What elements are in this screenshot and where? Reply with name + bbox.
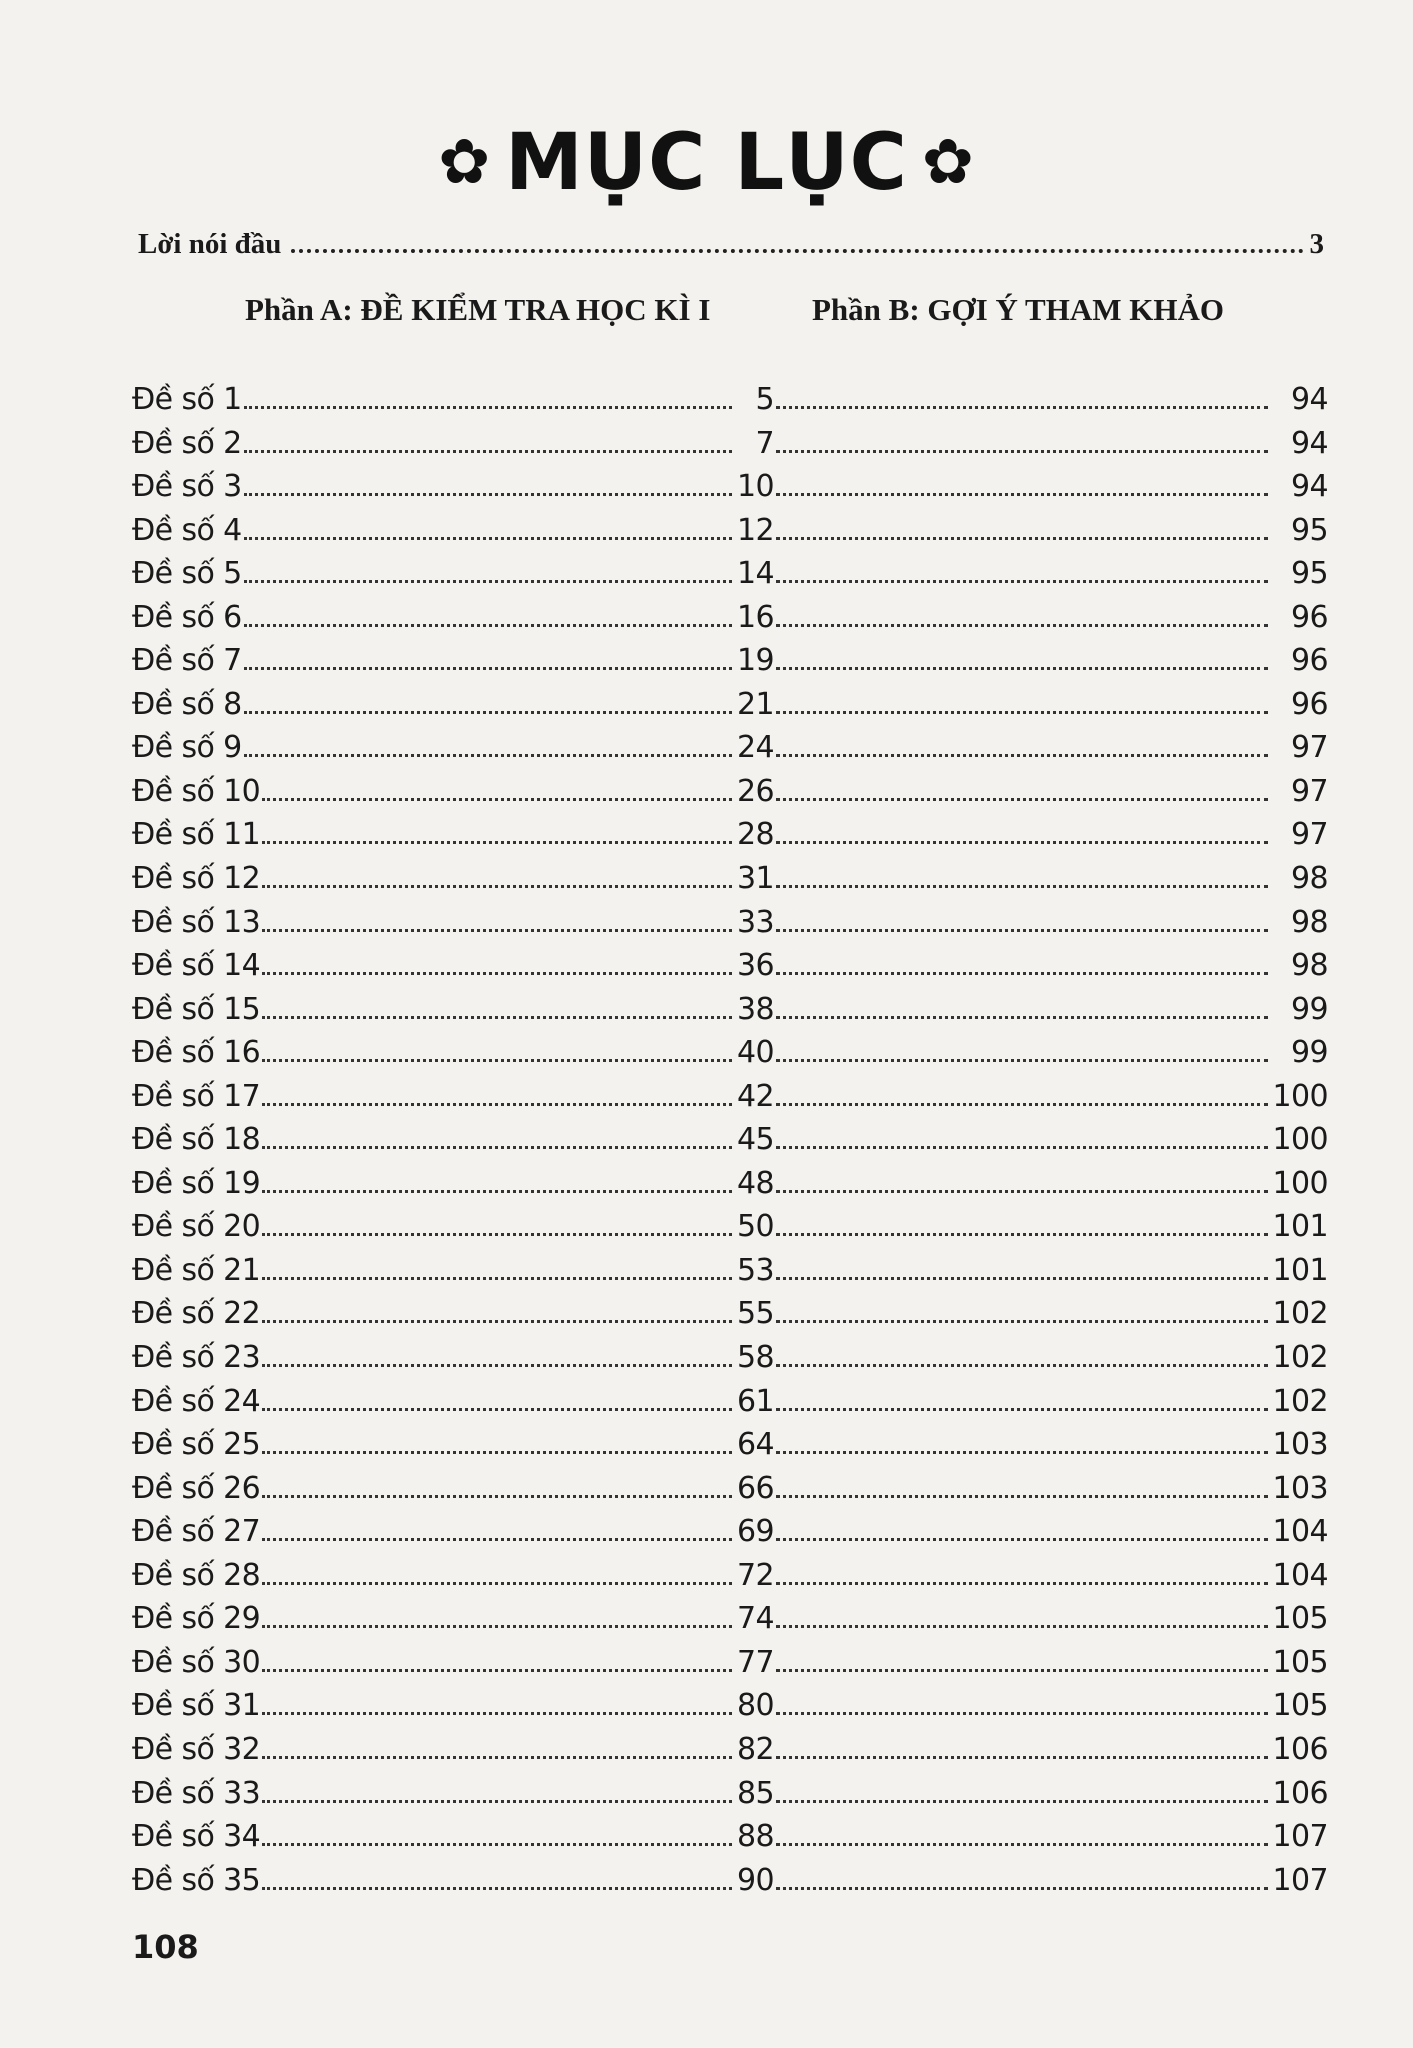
dot-leader <box>244 406 732 409</box>
toc-page-part-b: 98 <box>1291 904 1328 940</box>
toc-page-part-b: 106 <box>1272 1775 1328 1811</box>
flower-icon-right: ✿ <box>921 125 975 199</box>
toc-page-part-a: 12 <box>737 512 774 548</box>
toc-page-part-b: 95 <box>1291 512 1328 548</box>
toc-page-part-a: 21 <box>737 686 774 722</box>
toc-page-part-a: 38 <box>737 991 774 1027</box>
toc-label: Đề số 4 <box>132 512 242 548</box>
toc-page-part-a: 14 <box>737 556 774 592</box>
toc-row <box>132 639 1328 683</box>
toc-page-part-a: 40 <box>737 1035 774 1071</box>
toc-label: Đề số 24 <box>132 1383 261 1419</box>
title-text: MỤC LỤC <box>505 118 908 208</box>
toc-page-part-b: 97 <box>1291 773 1328 809</box>
toc-page-part-b: 94 <box>1291 382 1328 417</box>
toc-page-part-a: 82 <box>737 1731 774 1767</box>
toc-label: Đề số 6 <box>132 599 242 635</box>
footer-page-number: 108 <box>132 1928 199 1966</box>
dot-leader <box>262 1059 732 1062</box>
toc-row <box>132 1031 1328 1075</box>
dot-leader <box>262 1582 732 1585</box>
dot-leader <box>244 450 732 453</box>
toc-label: Đề số 13 <box>132 904 261 940</box>
dot-leader <box>262 1016 732 1019</box>
toc-row <box>132 1380 1328 1424</box>
toc-page-part-b: 105 <box>1272 1688 1328 1724</box>
dot-leader <box>262 1800 732 1803</box>
toc-page-part-b: 100 <box>1272 1165 1328 1201</box>
toc-list <box>132 378 1328 1902</box>
toc-page-part-a: 58 <box>737 1340 774 1376</box>
toc-page-part-b: 101 <box>1272 1252 1328 1288</box>
toc-page-part-b: 106 <box>1272 1731 1328 1767</box>
toc-page-part-b: 99 <box>1291 991 1328 1027</box>
toc-row <box>132 1075 1328 1119</box>
toc-page-part-a: 10 <box>737 469 774 505</box>
toc-label: Đề số 10 <box>132 773 261 809</box>
toc-label: Đề số 27 <box>132 1514 261 1550</box>
toc-page-part-b: 99 <box>1291 1035 1328 1071</box>
dot-leader <box>262 1843 732 1846</box>
dot-leader <box>776 1538 1268 1541</box>
toc-page-part-a: 48 <box>737 1165 774 1201</box>
dot-leader <box>776 1887 1268 1890</box>
dot-leader <box>776 667 1268 670</box>
toc-label: Đề số 18 <box>132 1122 261 1158</box>
dot-leader <box>244 667 732 670</box>
toc-page-part-a: 69 <box>737 1514 774 1550</box>
dot-leader <box>244 580 732 583</box>
dot-leader <box>776 493 1268 496</box>
toc-page-part-b: 97 <box>1291 817 1328 853</box>
section-heading-part-b: Phần B: GỢI Ý THAM KHẢO <box>812 292 1224 327</box>
dot-leader <box>776 798 1268 801</box>
toc-row <box>132 1510 1328 1554</box>
dot-leader <box>776 929 1268 932</box>
dot-leader <box>776 450 1268 453</box>
toc-label: Đề số 1 <box>132 382 242 417</box>
dot-leader <box>776 406 1268 409</box>
preface-entry <box>138 228 1324 261</box>
toc-label: Đề số 11 <box>132 817 261 853</box>
dot-leader <box>776 1800 1268 1803</box>
toc-page-part-a: 72 <box>737 1557 774 1593</box>
dot-leader <box>776 1103 1268 1106</box>
toc-row <box>132 1467 1328 1511</box>
dot-leader <box>262 841 732 844</box>
dot-leader <box>262 1756 732 1759</box>
toc-page-part-b: 102 <box>1272 1340 1328 1376</box>
dot-leader <box>291 249 1303 253</box>
toc-label: Đề số 9 <box>132 730 242 766</box>
toc-page-part-b: 98 <box>1291 861 1328 897</box>
toc-page-part-b: 105 <box>1272 1644 1328 1680</box>
section-heading-part-a: Phần A: ĐỀ KIỂM TRA HỌC KÌ I <box>245 292 711 327</box>
dot-leader <box>262 798 732 801</box>
toc-row <box>132 1554 1328 1598</box>
toc-row <box>132 1597 1328 1641</box>
dot-leader <box>262 1669 732 1672</box>
toc-row <box>132 509 1328 553</box>
dot-leader <box>776 1843 1268 1846</box>
toc-row <box>132 1423 1328 1467</box>
toc-label: Đề số 29 <box>132 1601 261 1637</box>
toc-row <box>132 1249 1328 1293</box>
toc-page-part-a: 45 <box>737 1122 774 1158</box>
dot-leader <box>776 624 1268 627</box>
dot-leader <box>262 972 732 975</box>
toc-page-part-a: 64 <box>737 1427 774 1463</box>
dot-leader <box>776 1320 1268 1323</box>
toc-row <box>132 988 1328 1032</box>
toc-page-part-b: 104 <box>1272 1557 1328 1593</box>
dot-leader <box>262 1233 732 1236</box>
toc-page-part-a: 55 <box>737 1296 774 1332</box>
toc-page-part-b: 107 <box>1272 1819 1328 1855</box>
toc-label: Đề số 3 <box>132 469 242 505</box>
toc-label: Đề số 12 <box>132 861 261 897</box>
toc-row <box>132 378 1328 422</box>
toc-row <box>132 1684 1328 1728</box>
toc-row <box>132 944 1328 988</box>
toc-page-part-a: 7 <box>755 425 774 461</box>
toc-page-part-a: 77 <box>737 1644 774 1680</box>
toc-page-part-b: 100 <box>1272 1122 1328 1158</box>
dot-leader <box>244 537 732 540</box>
toc-page-part-b: 104 <box>1272 1514 1328 1550</box>
toc-label: Đề số 17 <box>132 1078 261 1114</box>
toc-label: Đề số 25 <box>132 1427 261 1463</box>
toc-label: Đề số 23 <box>132 1340 261 1376</box>
dot-leader <box>262 1103 732 1106</box>
dot-leader <box>244 754 732 757</box>
toc-page-part-b: 102 <box>1272 1296 1328 1332</box>
toc-page-part-a: 16 <box>737 599 774 635</box>
dot-leader <box>262 1408 732 1411</box>
toc-row <box>132 465 1328 509</box>
toc-page-part-a: 50 <box>737 1209 774 1245</box>
toc-row <box>132 770 1328 814</box>
toc-page-part-b: 105 <box>1272 1601 1328 1637</box>
toc-page-part-a: 28 <box>737 817 774 853</box>
dot-leader <box>776 1146 1268 1149</box>
toc-row <box>132 726 1328 770</box>
toc-label: Đề số 22 <box>132 1296 261 1332</box>
dot-leader <box>262 1712 732 1715</box>
dot-leader <box>262 1277 732 1280</box>
toc-page-part-a: 53 <box>737 1252 774 1288</box>
toc-page-part-b: 103 <box>1272 1470 1328 1506</box>
toc-page-part-b: 96 <box>1291 686 1328 722</box>
toc-page-part-b: 97 <box>1291 730 1328 766</box>
dot-leader <box>244 493 732 496</box>
toc-page-part-a: 5 <box>755 382 774 417</box>
toc-page-part-a: 85 <box>737 1775 774 1811</box>
toc-page-part-a: 88 <box>737 1819 774 1855</box>
toc-row <box>132 857 1328 901</box>
dot-leader <box>776 1582 1268 1585</box>
toc-label: Đề số 21 <box>132 1252 261 1288</box>
toc-label: Đề số 28 <box>132 1557 261 1593</box>
toc-label: Đề số 26 <box>132 1470 261 1506</box>
flower-icon-left: ✿ <box>438 125 492 199</box>
dot-leader <box>776 1233 1268 1236</box>
toc-row <box>132 1815 1328 1859</box>
toc-label: Đề số 30 <box>132 1644 261 1680</box>
dot-leader <box>776 1451 1268 1454</box>
dot-leader <box>262 1538 732 1541</box>
dot-leader <box>776 1669 1268 1672</box>
dot-leader <box>244 711 732 714</box>
dot-leader <box>776 972 1268 975</box>
dot-leader <box>776 711 1268 714</box>
toc-page-part-a: 19 <box>737 643 774 679</box>
dot-leader <box>776 1364 1268 1367</box>
toc-page-part-b: 95 <box>1291 556 1328 592</box>
toc-row <box>132 1728 1328 1772</box>
toc-page-part-a: 36 <box>737 948 774 984</box>
dot-leader <box>776 841 1268 844</box>
toc-page-part-b: 107 <box>1272 1862 1328 1898</box>
dot-leader <box>244 624 732 627</box>
dot-leader <box>776 754 1268 757</box>
dot-leader <box>776 1495 1268 1498</box>
dot-leader <box>776 1712 1268 1715</box>
toc-page-part-b: 94 <box>1291 469 1328 505</box>
toc-page-part-a: 90 <box>737 1862 774 1898</box>
toc-label: Đề số 15 <box>132 991 261 1027</box>
dot-leader <box>776 1190 1268 1193</box>
dot-leader <box>776 1277 1268 1280</box>
toc-label: Đề số 5 <box>132 556 242 592</box>
toc-page-part-a: 33 <box>737 904 774 940</box>
toc-page-part-a: 80 <box>737 1688 774 1724</box>
dot-leader <box>262 885 732 888</box>
toc-page-part-a: 24 <box>737 730 774 766</box>
dot-leader <box>776 885 1268 888</box>
dot-leader <box>262 929 732 932</box>
toc-label: Đề số 19 <box>132 1165 261 1201</box>
toc-page-part-b: 98 <box>1291 948 1328 984</box>
dot-leader <box>776 537 1268 540</box>
dot-leader <box>262 1320 732 1323</box>
preface-page: 3 <box>1309 228 1324 260</box>
toc-row <box>132 813 1328 857</box>
dot-leader <box>262 1364 732 1367</box>
toc-page-part-a: 26 <box>737 773 774 809</box>
toc-page-part-b: 103 <box>1272 1427 1328 1463</box>
dot-leader <box>262 1190 732 1193</box>
toc-row <box>132 422 1328 466</box>
toc-label: Đề số 34 <box>132 1819 261 1855</box>
toc-page-part-b: 96 <box>1291 643 1328 679</box>
dot-leader <box>262 1625 732 1628</box>
toc-page-part-a: 66 <box>737 1470 774 1506</box>
toc-page-part-a: 74 <box>737 1601 774 1637</box>
dot-leader <box>262 1146 732 1149</box>
toc-page-part-b: 100 <box>1272 1078 1328 1114</box>
toc-label: Đề số 31 <box>132 1688 261 1724</box>
dot-leader <box>776 1016 1268 1019</box>
dot-leader <box>776 1408 1268 1411</box>
toc-label: Đề số 32 <box>132 1731 261 1767</box>
toc-row <box>132 596 1328 640</box>
toc-page-part-b: 94 <box>1291 425 1328 461</box>
toc-label: Đề số 2 <box>132 425 242 461</box>
dot-leader <box>262 1887 732 1890</box>
toc-page-part-a: 42 <box>737 1078 774 1114</box>
toc-label: Đề số 16 <box>132 1035 261 1071</box>
toc-row <box>132 901 1328 945</box>
toc-row <box>132 1772 1328 1816</box>
toc-row <box>132 552 1328 596</box>
toc-page-part-a: 31 <box>737 861 774 897</box>
toc-row <box>132 1118 1328 1162</box>
toc-row <box>132 1641 1328 1685</box>
toc-label: Đề số 8 <box>132 686 242 722</box>
dot-leader <box>776 580 1268 583</box>
dot-leader <box>776 1059 1268 1062</box>
toc-page-part-a: 61 <box>737 1383 774 1419</box>
toc-label: Đề số 20 <box>132 1209 261 1245</box>
toc-page-part-b: 102 <box>1272 1383 1328 1419</box>
toc-label: Đề số 35 <box>132 1862 261 1898</box>
page-title <box>0 118 1413 208</box>
toc-row <box>132 1292 1328 1336</box>
toc-row <box>132 1336 1328 1380</box>
toc-row <box>132 1859 1328 1903</box>
preface-label: Lời nói đầu <box>138 228 282 260</box>
toc-label: Đề số 7 <box>132 643 242 679</box>
dot-leader <box>776 1756 1268 1759</box>
toc-page-part-b: 96 <box>1291 599 1328 635</box>
toc-label: Đề số 33 <box>132 1775 261 1811</box>
toc-page-part-b: 101 <box>1272 1209 1328 1245</box>
toc-row <box>132 1205 1328 1249</box>
toc-row <box>132 1162 1328 1206</box>
dot-leader <box>262 1451 732 1454</box>
toc-label: Đề số 14 <box>132 948 261 984</box>
dot-leader <box>262 1495 732 1498</box>
dot-leader <box>776 1625 1268 1628</box>
toc-row <box>132 683 1328 727</box>
